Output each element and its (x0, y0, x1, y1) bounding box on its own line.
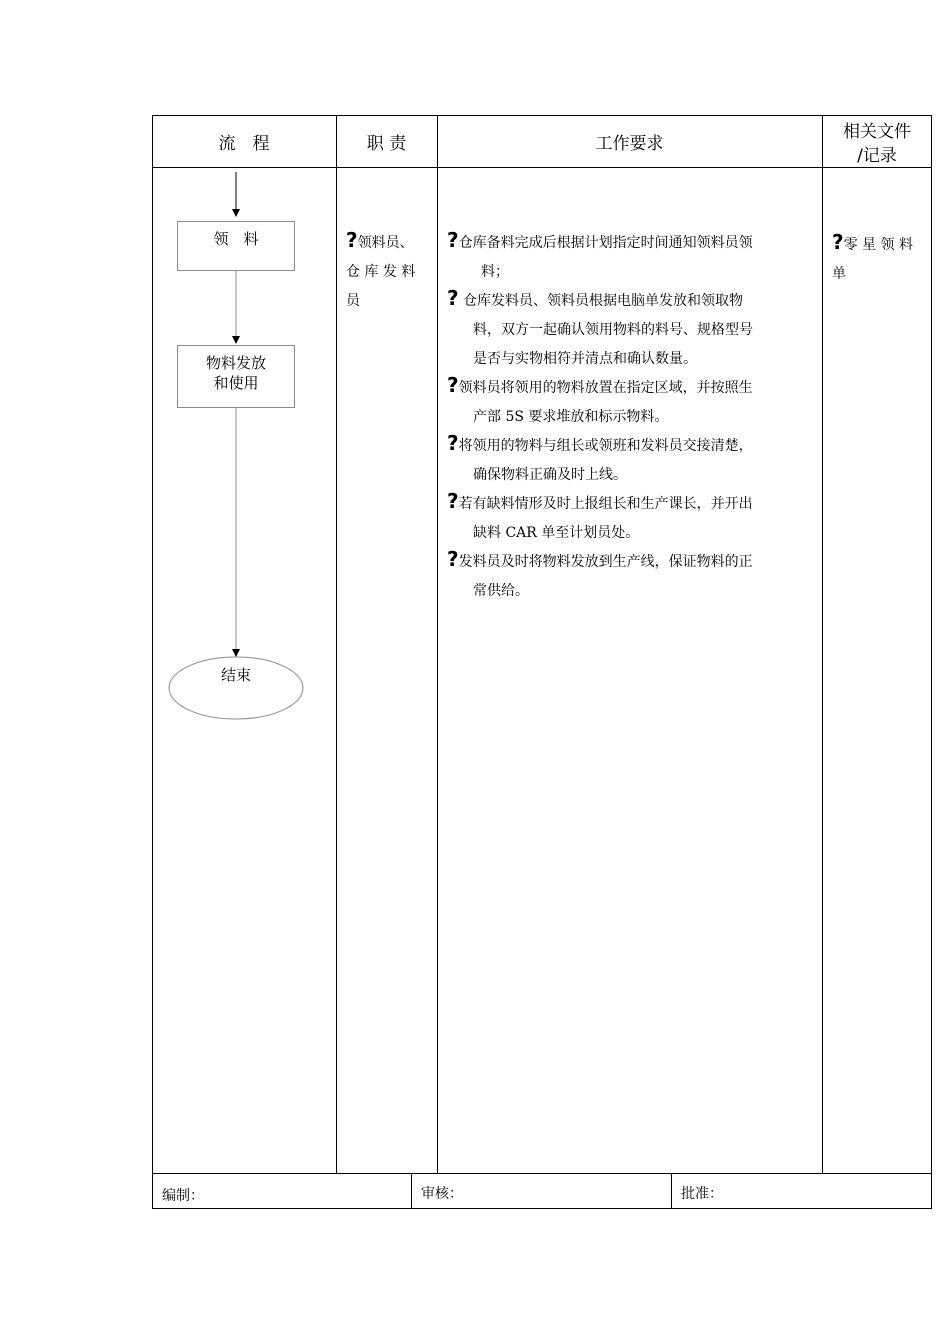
header-docs-line1: 相关文件 (843, 122, 911, 142)
requirement-1-line2: 料； (481, 264, 509, 280)
flow-end-label: 结束 (220, 666, 251, 684)
footer-divider-2 (671, 1173, 672, 1208)
flow-step-receive-material-label: 领 料 (213, 230, 259, 248)
requirement-5-line1: 若有缺料情形及时上报组长和生产课长，并开出 (458, 496, 753, 512)
column-divider-1 (336, 115, 337, 1174)
requirement-item-3 (447, 371, 817, 432)
header-docs (822, 120, 932, 168)
flow-step-receive-material (177, 221, 295, 271)
arrowhead-3 (232, 649, 240, 657)
duty-line1-text: 领料员、 (357, 235, 414, 251)
requirement-item-4 (447, 429, 817, 490)
requirement-2-line3: 是否与实物相符并清点和确认数量。 (473, 351, 697, 367)
docs-line1 (832, 228, 928, 260)
bullet-icon: ? (832, 230, 844, 254)
header-requirements: 工作要求 (595, 134, 664, 154)
footer-compiled-by: 编制： (162, 1188, 204, 1204)
bullet-icon: ? (346, 228, 358, 252)
requirement-2-line2: 料，双方一起确认领用物料的料号、规格型号 (473, 322, 753, 338)
header-duty: 职 责 (366, 134, 407, 154)
bullet-icon: ? (447, 373, 459, 397)
footer-divider-1 (411, 1173, 412, 1208)
column-divider-2 (437, 115, 438, 1174)
requirement-6-line1: 发料员及时将物料发放到生产线，保证物料的正 (458, 554, 753, 570)
arrowhead-1 (232, 209, 240, 217)
duty-line3: 员 (346, 293, 360, 309)
docs-line2: 单 (832, 266, 846, 282)
column-divider-3 (822, 115, 823, 1174)
requirement-3-line1: 领料员将领用的物料放置在指定区域，并按照生 (458, 380, 753, 396)
footer-divider (152, 1173, 932, 1174)
requirement-item-1 (447, 226, 817, 287)
arrowhead-2 (232, 336, 240, 344)
duty-line2: 仓 库 发 料 (346, 264, 416, 280)
requirement-4-line2: 确保物料正确及时上线。 (473, 467, 627, 483)
footer-approved-by: 批准： (681, 1186, 723, 1202)
header-flow: 流 程 (218, 134, 270, 154)
requirement-4-line1: 将领用的物料与组长或领班和发料员交接清楚， (458, 438, 753, 454)
bullet-icon: ? (447, 547, 459, 571)
docs-cell (832, 228, 928, 289)
header-docs-line2: /记录 (857, 146, 897, 166)
requirement-6-line2: 常供给。 (473, 583, 529, 599)
docs-line1-text: 零 星 领 料 (843, 237, 913, 253)
flow-step-issue-and-use (177, 345, 295, 408)
requirement-item-5 (447, 487, 817, 548)
requirement-3-line2: 产部 5S 要求堆放和标示物料。 (473, 409, 669, 425)
bullet-icon: ? (447, 489, 459, 513)
footer-reviewed-by: 审核： (421, 1186, 463, 1202)
requirement-2-line1: 仓库发料员、领料员根据电脑单发放和领取物 (458, 293, 744, 309)
flow-step-issue-line1: 物料发放 (205, 354, 266, 372)
bullet-icon: ? (447, 431, 459, 455)
requirement-5-line2: 缺料 CAR 单至计划员处。 (473, 525, 640, 541)
requirement-1-line1: 仓库备料完成后根据计划指定时间通知领料员领 (458, 235, 753, 251)
requirement-item-6 (447, 545, 817, 606)
requirement-item-2 (447, 284, 817, 374)
flow-step-issue-line2: 和使用 (213, 374, 259, 392)
duty-line1 (346, 226, 432, 258)
duty-cell (346, 226, 432, 316)
bullet-icon: ? (447, 228, 459, 252)
bullet-icon: ? (447, 286, 459, 310)
